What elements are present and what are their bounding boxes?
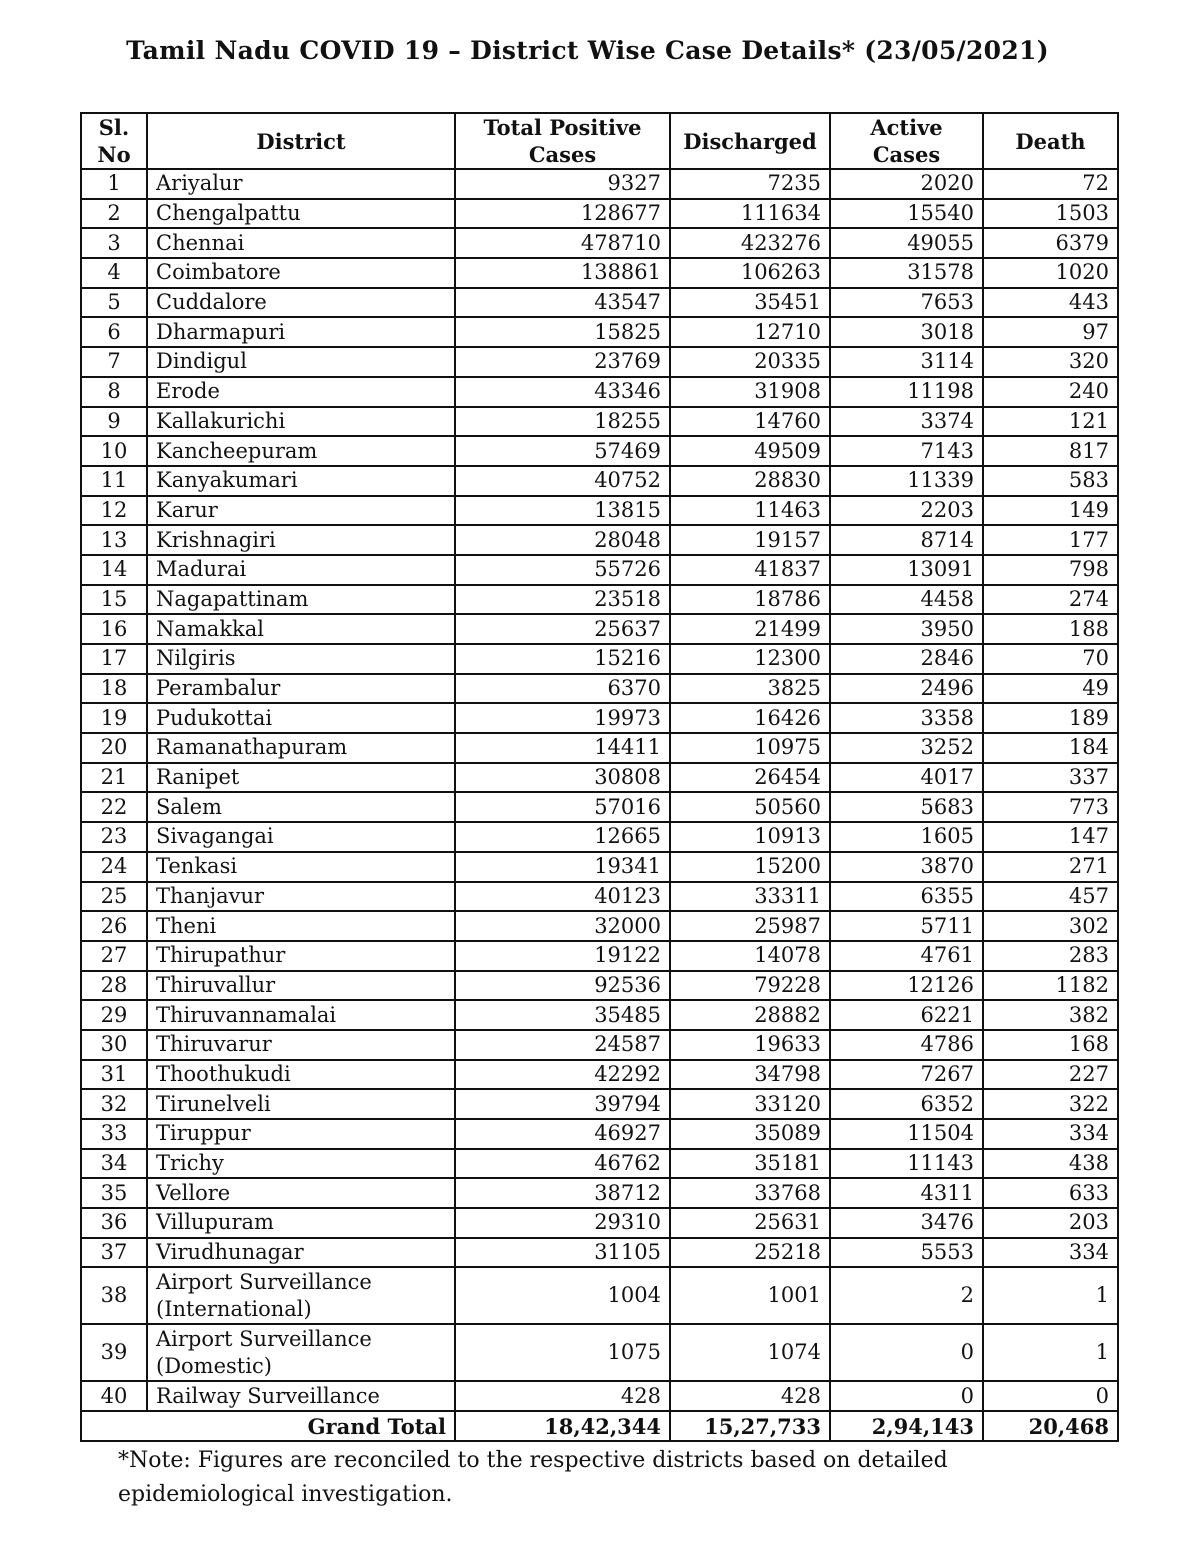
row-district: Thiruvannamalai — [147, 1000, 455, 1030]
row-sl-no: 31 — [81, 1060, 147, 1090]
row-sl-no: 19 — [81, 703, 147, 733]
row-sl-no: 29 — [81, 1000, 147, 1030]
row-district: Thanjavur — [147, 882, 455, 912]
row-death: 274 — [983, 585, 1118, 615]
row-discharged: 34798 — [670, 1060, 830, 1090]
row-sl-no: 2 — [81, 199, 147, 229]
row-total-positive: 23518 — [455, 585, 670, 615]
row-total-positive: 19341 — [455, 852, 670, 882]
row-discharged: 25631 — [670, 1208, 830, 1238]
table-row — [81, 614, 1118, 644]
table-row — [81, 733, 1118, 763]
row-active: 13091 — [830, 555, 983, 585]
row-sl-no: 4 — [81, 258, 147, 288]
row-district: Kanyakumari — [147, 466, 455, 496]
row-district: Sivagangai — [147, 822, 455, 852]
row-active: 3870 — [830, 852, 983, 882]
table-row — [81, 674, 1118, 704]
table-row — [81, 971, 1118, 1001]
row-sl-no: 16 — [81, 614, 147, 644]
row-discharged: 106263 — [670, 258, 830, 288]
table-row — [81, 228, 1118, 258]
table-row — [81, 703, 1118, 733]
row-total-positive: 23769 — [455, 347, 670, 377]
table-body — [81, 169, 1118, 1411]
row-district: Vellore — [147, 1178, 455, 1208]
row-discharged: 14760 — [670, 407, 830, 437]
row-death: 1020 — [983, 258, 1118, 288]
table-row — [81, 852, 1118, 882]
row-discharged: 19633 — [670, 1030, 830, 1060]
row-total-positive: 24587 — [455, 1030, 670, 1060]
row-active: 2020 — [830, 169, 983, 199]
row-active: 5553 — [830, 1238, 983, 1268]
table-row — [81, 1149, 1118, 1179]
row-district: Dindigul — [147, 347, 455, 377]
row-active: 2203 — [830, 496, 983, 526]
row-death: 337 — [983, 763, 1118, 793]
row-district: Trichy — [147, 1149, 455, 1179]
grand-total-death: 20,468 — [983, 1411, 1118, 1441]
row-death: 443 — [983, 288, 1118, 318]
row-total-positive: 55726 — [455, 555, 670, 585]
table-row — [81, 763, 1118, 793]
row-sl-no: 1 — [81, 169, 147, 199]
table-row — [81, 1030, 1118, 1060]
row-death: 189 — [983, 703, 1118, 733]
row-death: 320 — [983, 347, 1118, 377]
row-total-positive: 12665 — [455, 822, 670, 852]
table-row — [81, 258, 1118, 288]
row-death: 633 — [983, 1178, 1118, 1208]
row-active: 49055 — [830, 228, 983, 258]
footnote: *Note: Figures are reconciled to the respective districts based on detailed epidemiological investigation. — [118, 1448, 948, 1507]
row-death: 1 — [983, 1267, 1118, 1324]
row-district: Airport Surveillance (International) — [147, 1267, 455, 1324]
header-sl-no: Sl. No — [81, 113, 147, 169]
page-title: Tamil Nadu COVID 19 – District Wise Case Details* (23/05/2021) — [126, 36, 1049, 65]
row-sl-no: 27 — [81, 941, 147, 971]
row-active: 3374 — [830, 407, 983, 437]
row-sl-no: 5 — [81, 288, 147, 318]
row-active: 4761 — [830, 941, 983, 971]
row-total-positive: 43547 — [455, 288, 670, 318]
row-total-positive: 25637 — [455, 614, 670, 644]
row-total-positive: 428 — [455, 1381, 670, 1411]
row-death: 302 — [983, 911, 1118, 941]
row-total-positive: 39794 — [455, 1089, 670, 1119]
row-total-positive: 19122 — [455, 941, 670, 971]
row-sl-no: 9 — [81, 407, 147, 437]
row-death: 1503 — [983, 199, 1118, 229]
row-discharged: 11463 — [670, 496, 830, 526]
row-district: Karur — [147, 496, 455, 526]
row-active: 4458 — [830, 585, 983, 615]
row-discharged: 50560 — [670, 792, 830, 822]
row-total-positive: 32000 — [455, 911, 670, 941]
row-discharged: 26454 — [670, 763, 830, 793]
row-death: 240 — [983, 377, 1118, 407]
table-row — [81, 644, 1118, 674]
grand-total-positive: 18,42,344 — [455, 1411, 670, 1441]
row-sl-no: 40 — [81, 1381, 147, 1411]
row-discharged: 14078 — [670, 941, 830, 971]
row-district: Krishnagiri — [147, 525, 455, 555]
row-district: Thiruvallur — [147, 971, 455, 1001]
header-death: Death — [983, 113, 1118, 169]
row-total-positive: 92536 — [455, 971, 670, 1001]
row-sl-no: 21 — [81, 763, 147, 793]
row-total-positive: 28048 — [455, 525, 670, 555]
row-sl-no: 26 — [81, 911, 147, 941]
row-discharged: 21499 — [670, 614, 830, 644]
row-district: Kancheepuram — [147, 436, 455, 466]
row-death: 283 — [983, 941, 1118, 971]
row-sl-no: 18 — [81, 674, 147, 704]
row-death: 177 — [983, 525, 1118, 555]
row-district: Coimbatore — [147, 258, 455, 288]
row-district: Dharmapuri — [147, 317, 455, 347]
row-discharged: 28830 — [670, 466, 830, 496]
table-row — [81, 555, 1118, 585]
row-district: Airport Surveillance (Domestic) — [147, 1324, 455, 1381]
row-death: 1 — [983, 1324, 1118, 1381]
table-row — [81, 288, 1118, 318]
row-total-positive: 18255 — [455, 407, 670, 437]
row-sl-no: 38 — [81, 1267, 147, 1324]
row-death: 203 — [983, 1208, 1118, 1238]
row-death: 817 — [983, 436, 1118, 466]
row-active: 2846 — [830, 644, 983, 674]
row-total-positive: 42292 — [455, 1060, 670, 1090]
row-sl-no: 25 — [81, 882, 147, 912]
row-total-positive: 31105 — [455, 1238, 670, 1268]
row-discharged: 10975 — [670, 733, 830, 763]
row-active: 1605 — [830, 822, 983, 852]
table-row — [81, 1208, 1118, 1238]
row-district: Virudhunagar — [147, 1238, 455, 1268]
row-total-positive: 35485 — [455, 1000, 670, 1030]
row-discharged: 35451 — [670, 288, 830, 318]
row-total-positive: 46927 — [455, 1119, 670, 1149]
row-death: 168 — [983, 1030, 1118, 1060]
table-row — [81, 1000, 1118, 1030]
row-sl-no: 13 — [81, 525, 147, 555]
table-row — [81, 496, 1118, 526]
row-active: 3252 — [830, 733, 983, 763]
row-discharged: 428 — [670, 1381, 830, 1411]
table-row — [81, 377, 1118, 407]
row-active: 11198 — [830, 377, 983, 407]
row-death: 438 — [983, 1149, 1118, 1179]
row-death: 227 — [983, 1060, 1118, 1090]
row-total-positive: 15825 — [455, 317, 670, 347]
row-district: Madurai — [147, 555, 455, 585]
row-active: 4311 — [830, 1178, 983, 1208]
row-death: 49 — [983, 674, 1118, 704]
row-district: Cuddalore — [147, 288, 455, 318]
row-discharged: 41837 — [670, 555, 830, 585]
grand-total-row — [81, 1411, 1118, 1441]
row-death: 97 — [983, 317, 1118, 347]
row-sl-no: 37 — [81, 1238, 147, 1268]
row-death: 271 — [983, 852, 1118, 882]
row-active: 4786 — [830, 1030, 983, 1060]
row-total-positive: 19973 — [455, 703, 670, 733]
row-district: Chengalpattu — [147, 199, 455, 229]
row-active: 0 — [830, 1324, 983, 1381]
row-active: 11339 — [830, 466, 983, 496]
table-row — [81, 911, 1118, 941]
row-total-positive: 9327 — [455, 169, 670, 199]
row-death: 457 — [983, 882, 1118, 912]
table-row — [81, 792, 1118, 822]
row-death: 188 — [983, 614, 1118, 644]
row-death: 72 — [983, 169, 1118, 199]
row-death: 6379 — [983, 228, 1118, 258]
row-discharged: 7235 — [670, 169, 830, 199]
row-active: 8714 — [830, 525, 983, 555]
row-discharged: 35181 — [670, 1149, 830, 1179]
row-total-positive: 43346 — [455, 377, 670, 407]
row-active: 11504 — [830, 1119, 983, 1149]
row-total-positive: 46762 — [455, 1149, 670, 1179]
row-discharged: 49509 — [670, 436, 830, 466]
row-district: Ramanathapuram — [147, 733, 455, 763]
row-death: 149 — [983, 496, 1118, 526]
row-discharged: 18786 — [670, 585, 830, 615]
table-row — [81, 407, 1118, 437]
row-sl-no: 24 — [81, 852, 147, 882]
row-total-positive: 38712 — [455, 1178, 670, 1208]
row-discharged: 1074 — [670, 1324, 830, 1381]
table-row — [81, 941, 1118, 971]
row-sl-no: 35 — [81, 1178, 147, 1208]
row-discharged: 1001 — [670, 1267, 830, 1324]
row-sl-no: 22 — [81, 792, 147, 822]
header-discharged: Discharged — [670, 113, 830, 169]
row-sl-no: 32 — [81, 1089, 147, 1119]
row-sl-no: 12 — [81, 496, 147, 526]
row-total-positive: 128677 — [455, 199, 670, 229]
row-district: Villupuram — [147, 1208, 455, 1238]
row-sl-no: 6 — [81, 317, 147, 347]
row-active: 4017 — [830, 763, 983, 793]
row-district: Chennai — [147, 228, 455, 258]
row-district: Nilgiris — [147, 644, 455, 674]
row-total-positive: 478710 — [455, 228, 670, 258]
row-death: 334 — [983, 1238, 1118, 1268]
row-death: 184 — [983, 733, 1118, 763]
row-sl-no: 17 — [81, 644, 147, 674]
table-row — [81, 585, 1118, 615]
row-death: 0 — [983, 1381, 1118, 1411]
row-total-positive: 30808 — [455, 763, 670, 793]
row-active: 5683 — [830, 792, 983, 822]
row-discharged: 20335 — [670, 347, 830, 377]
header-district: District — [147, 113, 455, 169]
row-active: 2 — [830, 1267, 983, 1324]
table-row — [81, 1119, 1118, 1149]
row-sl-no: 39 — [81, 1324, 147, 1381]
row-active: 7143 — [830, 436, 983, 466]
row-death: 583 — [983, 466, 1118, 496]
row-active: 3358 — [830, 703, 983, 733]
row-death: 70 — [983, 644, 1118, 674]
table-header-row — [81, 113, 1118, 169]
district-case-table — [80, 112, 1119, 1442]
row-active: 12126 — [830, 971, 983, 1001]
row-active: 5711 — [830, 911, 983, 941]
row-death: 1182 — [983, 971, 1118, 1001]
row-active: 6355 — [830, 882, 983, 912]
table-row — [81, 169, 1118, 199]
row-sl-no: 34 — [81, 1149, 147, 1179]
row-total-positive: 13815 — [455, 496, 670, 526]
row-active: 7267 — [830, 1060, 983, 1090]
row-discharged: 33768 — [670, 1178, 830, 1208]
row-total-positive: 57469 — [455, 436, 670, 466]
row-discharged: 79228 — [670, 971, 830, 1001]
row-district: Theni — [147, 911, 455, 941]
row-sl-no: 3 — [81, 228, 147, 258]
table-row — [81, 199, 1118, 229]
row-district: Perambalur — [147, 674, 455, 704]
row-discharged: 35089 — [670, 1119, 830, 1149]
row-active: 2496 — [830, 674, 983, 704]
grand-total-discharged: 15,27,733 — [670, 1411, 830, 1441]
row-discharged: 25987 — [670, 911, 830, 941]
table-row — [81, 436, 1118, 466]
row-district: Pudukottai — [147, 703, 455, 733]
table-row — [81, 1060, 1118, 1090]
row-sl-no: 10 — [81, 436, 147, 466]
row-death: 382 — [983, 1000, 1118, 1030]
row-total-positive: 138861 — [455, 258, 670, 288]
row-discharged: 12710 — [670, 317, 830, 347]
row-discharged: 12300 — [670, 644, 830, 674]
row-death: 121 — [983, 407, 1118, 437]
row-active: 31578 — [830, 258, 983, 288]
row-sl-no: 23 — [81, 822, 147, 852]
row-total-positive: 40123 — [455, 882, 670, 912]
table-row — [81, 347, 1118, 377]
row-active: 3114 — [830, 347, 983, 377]
table-row — [81, 1381, 1118, 1411]
row-discharged: 423276 — [670, 228, 830, 258]
row-total-positive: 15216 — [455, 644, 670, 674]
row-active: 3476 — [830, 1208, 983, 1238]
row-active: 6352 — [830, 1089, 983, 1119]
row-discharged: 33311 — [670, 882, 830, 912]
row-total-positive: 40752 — [455, 466, 670, 496]
row-death: 334 — [983, 1119, 1118, 1149]
row-sl-no: 7 — [81, 347, 147, 377]
row-district: Tiruppur — [147, 1119, 455, 1149]
row-active: 3018 — [830, 317, 983, 347]
row-district: Ariyalur — [147, 169, 455, 199]
row-discharged: 19157 — [670, 525, 830, 555]
table-row — [81, 1178, 1118, 1208]
row-death: 147 — [983, 822, 1118, 852]
row-district: Salem — [147, 792, 455, 822]
table-row — [81, 1089, 1118, 1119]
row-discharged: 28882 — [670, 1000, 830, 1030]
row-discharged: 31908 — [670, 377, 830, 407]
row-sl-no: 36 — [81, 1208, 147, 1238]
row-discharged: 25218 — [670, 1238, 830, 1268]
row-district: Nagapattinam — [147, 585, 455, 615]
table-row — [81, 317, 1118, 347]
row-active: 7653 — [830, 288, 983, 318]
row-discharged: 111634 — [670, 199, 830, 229]
row-death: 773 — [983, 792, 1118, 822]
row-active: 15540 — [830, 199, 983, 229]
row-sl-no: 14 — [81, 555, 147, 585]
row-sl-no: 30 — [81, 1030, 147, 1060]
row-discharged: 33120 — [670, 1089, 830, 1119]
row-sl-no: 20 — [81, 733, 147, 763]
row-sl-no: 33 — [81, 1119, 147, 1149]
row-death: 798 — [983, 555, 1118, 585]
row-district: Tenkasi — [147, 852, 455, 882]
table-row — [81, 466, 1118, 496]
table-row — [81, 822, 1118, 852]
table-row — [81, 1238, 1118, 1268]
table-row — [81, 1267, 1118, 1324]
row-total-positive: 6370 — [455, 674, 670, 704]
table-row — [81, 525, 1118, 555]
row-total-positive: 14411 — [455, 733, 670, 763]
grand-total-active: 2,94,143 — [830, 1411, 983, 1441]
row-active: 11143 — [830, 1149, 983, 1179]
row-total-positive: 57016 — [455, 792, 670, 822]
row-sl-no: 8 — [81, 377, 147, 407]
row-district: Kallakurichi — [147, 407, 455, 437]
row-active: 0 — [830, 1381, 983, 1411]
table-row — [81, 1324, 1118, 1381]
row-district: Erode — [147, 377, 455, 407]
row-district: Ranipet — [147, 763, 455, 793]
table-row — [81, 882, 1118, 912]
row-total-positive: 29310 — [455, 1208, 670, 1238]
row-district: Thirupathur — [147, 941, 455, 971]
row-discharged: 15200 — [670, 852, 830, 882]
row-active: 3950 — [830, 614, 983, 644]
row-discharged: 3825 — [670, 674, 830, 704]
row-death: 322 — [983, 1089, 1118, 1119]
row-sl-no: 15 — [81, 585, 147, 615]
row-district: Tirunelveli — [147, 1089, 455, 1119]
row-district: Railway Surveillance — [147, 1381, 455, 1411]
grand-total-label: Grand Total — [81, 1411, 455, 1441]
header-total-positive: Total Positive Cases — [455, 113, 670, 169]
row-total-positive: 1075 — [455, 1324, 670, 1381]
row-discharged: 16426 — [670, 703, 830, 733]
row-district: Namakkal — [147, 614, 455, 644]
header-active: Active Cases — [830, 113, 983, 169]
row-total-positive: 1004 — [455, 1267, 670, 1324]
row-discharged: 10913 — [670, 822, 830, 852]
row-district: Thiruvarur — [147, 1030, 455, 1060]
row-sl-no: 11 — [81, 466, 147, 496]
row-district: Thoothukudi — [147, 1060, 455, 1090]
row-sl-no: 28 — [81, 971, 147, 1001]
row-active: 6221 — [830, 1000, 983, 1030]
